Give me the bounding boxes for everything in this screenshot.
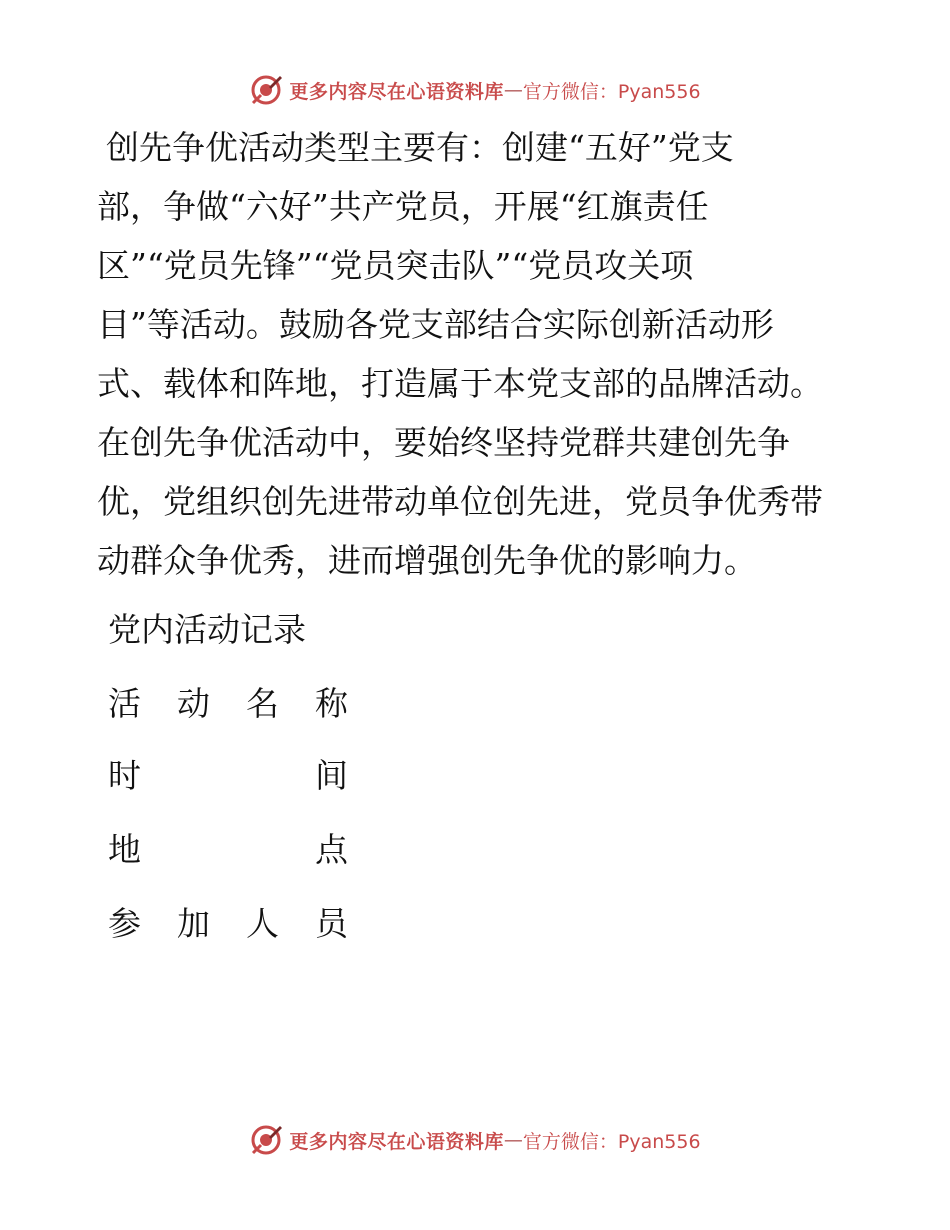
footer-banner [0, 1120, 950, 1160]
field-activity-name-label [108, 674, 348, 733]
quill-logo-icon [249, 73, 283, 107]
banner-slogan: 更多内容尽在心语资料库 [289, 1130, 504, 1153]
field-participants-label [108, 894, 348, 953]
body-line: 目”等活动。鼓励各党支部结合实际创新活动形 [97, 305, 774, 344]
label-char: 点 [315, 830, 348, 869]
body-line: 部，争做“六好”共产党员，开展“红旗责任 [97, 187, 709, 226]
label-char: 名 [246, 684, 279, 723]
body-line: 式、载体和阵地，打造属于本党支部的品牌活动。 [97, 364, 823, 403]
label-char: 动 [177, 684, 210, 723]
label-char: 间 [315, 756, 348, 795]
label-char: 人 [246, 904, 279, 943]
body-line: 在创先争优活动中，要始终坚持党群共建创先争 [97, 423, 790, 462]
banner-contact: 官方微信：Pyan556 [522, 1130, 701, 1153]
record-title: 党内活动记录 [108, 610, 306, 649]
body-line: 优，党组织创先进带动单位创先进，党员争优秀带 [97, 482, 823, 521]
header-banner [0, 70, 950, 110]
banner-slogan: 更多内容尽在心语资料库 [289, 80, 504, 103]
quill-logo-icon [249, 1123, 283, 1157]
body-line: 创先争优活动类型主要有：创建“五好”党支 [106, 128, 734, 167]
body-line: 动群众争优秀，进而增强创先争优的影响力。 [97, 541, 757, 580]
banner-contact: 官方微信：Pyan556 [522, 80, 701, 103]
body-line: 区”“党员先锋”“党员突击队”“党员攻关项 [97, 246, 694, 285]
banner-dash: — [503, 1129, 523, 1151]
field-time-label [108, 746, 348, 805]
banner-dash: — [503, 79, 523, 101]
field-location-label [108, 820, 348, 879]
body-paragraph [97, 118, 867, 590]
label-char: 称 [315, 684, 348, 723]
label-char: 员 [315, 904, 348, 943]
label-char: 加 [177, 904, 210, 943]
label-char: 地 [108, 830, 141, 869]
label-char: 活 [108, 684, 141, 723]
label-char: 时 [108, 756, 141, 795]
label-char: 参 [108, 904, 141, 943]
